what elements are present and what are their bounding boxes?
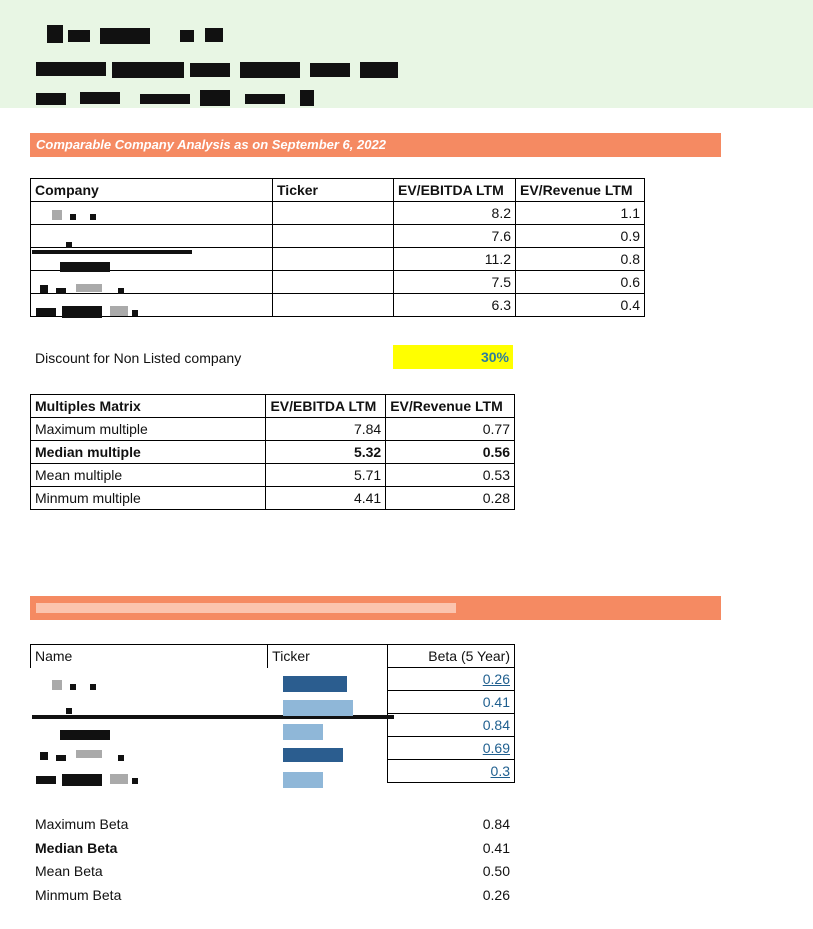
- col-beta: Beta (5 Year): [387, 645, 514, 668]
- ev-revenue-cell: 1.1: [516, 202, 645, 225]
- table-row: [31, 225, 645, 248]
- table-row: [31, 202, 645, 225]
- redacted-section-bar: [30, 596, 721, 620]
- beta-stat-value: 0.50: [482, 863, 510, 879]
- beta-stat-label: Median Beta: [35, 840, 118, 856]
- beta-value: 0.84: [482, 717, 510, 733]
- ev-revenue-cell: 0.77: [482, 421, 510, 437]
- ev-ebitda-cell: 7.5: [394, 271, 516, 294]
- beta-stat-label: Minmum Beta: [35, 887, 122, 903]
- table-row: [31, 487, 515, 510]
- beta-stat-label: Mean Beta: [35, 863, 103, 879]
- row-label: Maximum multiple: [31, 418, 266, 441]
- ev-revenue-cell: 0.4: [516, 294, 645, 317]
- ev-revenue-cell: 0.9: [516, 225, 645, 248]
- ev-revenue-cell: 0.56: [482, 444, 510, 460]
- beta-value: 0.41: [482, 694, 510, 710]
- col-ticker: Ticker: [273, 179, 394, 202]
- col-company: Company: [31, 179, 273, 202]
- beta-stat-value: 0.84: [482, 816, 510, 832]
- redacted-header-band: [0, 0, 813, 108]
- col-ev-revenue: EV/Revenue LTM: [390, 398, 503, 414]
- ev-ebitda-cell: 11.2: [394, 248, 516, 271]
- col-ev-ebitda: EV/EBITDA LTM: [266, 395, 386, 418]
- ev-ebitda-cell: 7.6: [394, 225, 516, 248]
- table-row: [31, 760, 515, 783]
- col-ev-revenue: EV/Revenue LTM: [516, 179, 645, 202]
- table-row: [31, 418, 515, 441]
- row-label: Median multiple: [31, 441, 266, 464]
- beta-link[interactable]: 0.3: [490, 763, 510, 779]
- ev-revenue-cell: 0.6: [516, 271, 645, 294]
- discount-value: 30%: [393, 345, 513, 369]
- comps-table: [30, 178, 645, 317]
- ev-ebitda-cell: 7.84: [266, 418, 386, 441]
- ev-revenue-cell: 0.28: [482, 490, 510, 506]
- table-row: [31, 464, 515, 487]
- beta-table: [30, 644, 515, 783]
- beta-stat-value: 0.26: [482, 887, 510, 903]
- redacted-company: [31, 202, 273, 225]
- ev-revenue-cell: 0.53: [482, 467, 510, 483]
- table-row: [31, 691, 515, 714]
- beta-stat-value: 0.41: [482, 840, 510, 856]
- table-row: [31, 441, 515, 464]
- col-ticker: Ticker: [268, 645, 388, 668]
- row-label: Minmum multiple: [31, 487, 266, 510]
- beta-link[interactable]: 0.69: [482, 740, 510, 756]
- redacted-section-title: [36, 603, 456, 613]
- row-label: Mean multiple: [31, 464, 266, 487]
- section-title-bar: [30, 133, 721, 157]
- section-title: Comparable Company Analysis as on September 6, 2022: [36, 137, 386, 152]
- ev-ebitda-cell: 8.2: [394, 202, 516, 225]
- col-name: Name: [31, 645, 268, 668]
- multiples-table: [30, 394, 515, 510]
- discount-label: Discount for Non Listed company: [35, 350, 242, 366]
- redacted-company: [31, 271, 273, 294]
- table-row: [31, 668, 515, 691]
- ev-revenue-cell: 0.8: [516, 248, 645, 271]
- beta-stat-label: Maximum Beta: [35, 816, 129, 832]
- ev-ebitda-cell: 6.3: [394, 294, 516, 317]
- col-ev-ebitda: EV/EBITDA LTM: [394, 179, 516, 202]
- ev-ebitda-cell: 5.71: [266, 464, 386, 487]
- ev-ebitda-cell: 4.41: [266, 487, 386, 510]
- col-multiples: Multiples Matrix: [31, 395, 266, 418]
- beta-link[interactable]: 0.26: [482, 671, 510, 687]
- ev-ebitda-cell: 5.32: [266, 441, 386, 464]
